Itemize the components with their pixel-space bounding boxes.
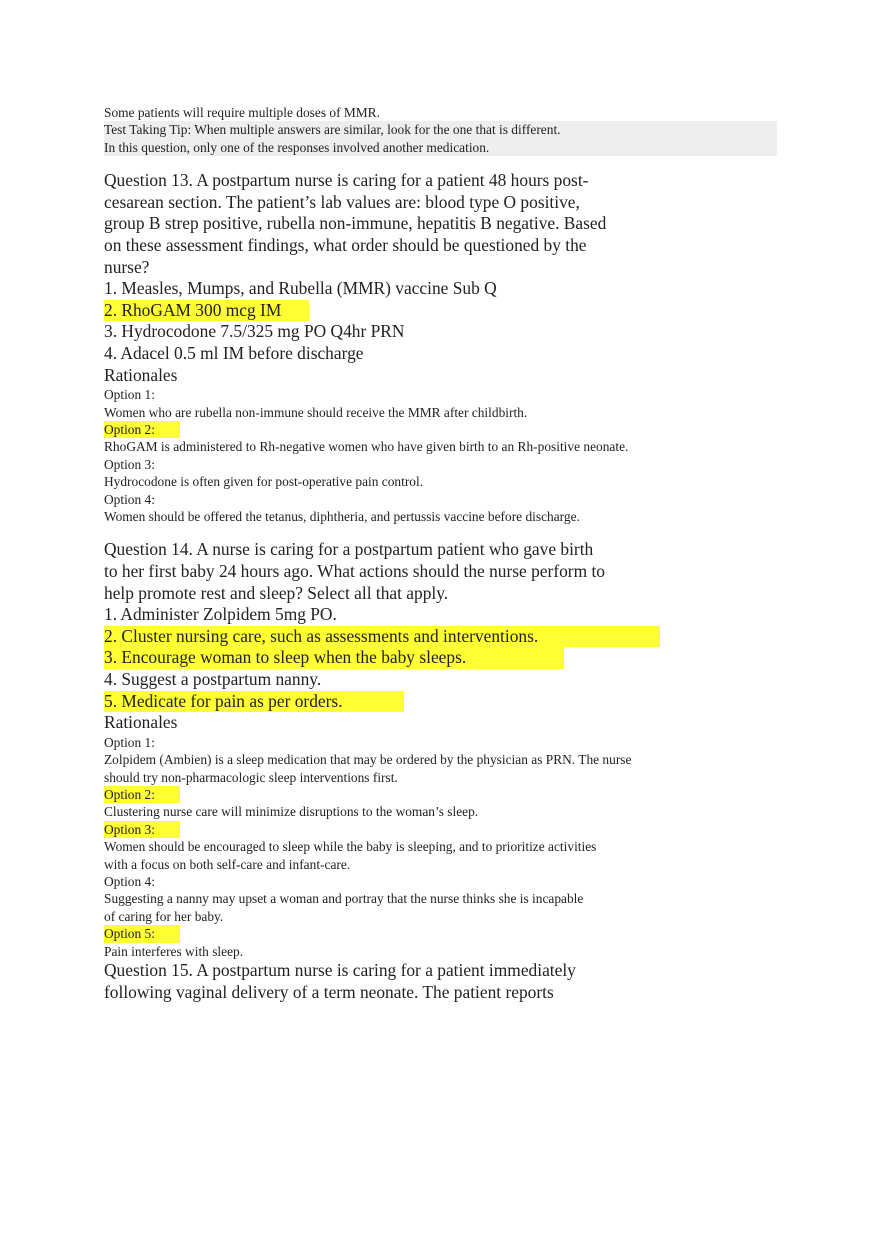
q13-option-4: 4. Adacel 0.5 ml IM before discharge <box>104 342 364 363</box>
q13-rationale-label-3: Option 3: <box>104 456 155 472</box>
q14-rationale-label-3: Option 3: <box>104 821 180 838</box>
tip-line-2: In this question, only one of the responses involved another medication. <box>104 139 490 155</box>
tip-line-1: Test Taking Tip: When multiple answers are similar, look for the one that is different. <box>104 122 561 138</box>
q14-rationale-label-5: Option 5: <box>104 925 180 942</box>
q14-option-3-highlighted: 3. Encourage woman to sleep when the baby sleeps. <box>104 647 564 669</box>
q13-rationale-text-2: RhoGAM is administered to Rh-negative women who have given birth to an Rh-positive neonate. <box>104 439 629 455</box>
q13-option-2-highlighted: 2. RhoGAM 300 mcg IM <box>104 300 309 322</box>
q14-rationale-text-2: Clustering nurse care will minimize disruptions to the woman’s sleep. <box>104 804 479 820</box>
q14-rationale-text-4: Suggesting a nanny may upset a woman and portray that the nurse thinks she is incapable of caring for her baby. <box>104 891 584 924</box>
q13-option-3: 3. Hydrocodone 7.5/325 mg PO Q4hr PRN <box>104 321 405 342</box>
question-14-stem: Question 14. A nurse is caring for a postpartum patient who gave birth to her first baby 24 hours ago. What actions should the nurse perform to help promote rest and sleep? Select all that apply. <box>104 539 605 603</box>
q13-rationales-heading: Rationales <box>104 364 178 385</box>
q13-rationale-label-4: Option 4: <box>104 491 155 507</box>
document-page <box>104 104 784 1003</box>
q13-option-1: 1. Measles, Mumps, and Rubella (MMR) vaccine Sub Q <box>104 278 497 299</box>
q14-option-5-highlighted: 5. Medicate for pain as per orders. <box>104 691 404 713</box>
q14-rationales-heading: Rationales <box>104 712 178 733</box>
question-15-stem: Question 15. A postpartum nurse is caring for a patient immediately following vaginal delivery of a term neonate. The patient reports <box>104 960 576 1002</box>
q14-rationale-text-3: Women should be encouraged to sleep while the baby is sleeping, and to prioritize activities with a focus on both self-care and infant-care. <box>104 839 597 872</box>
intro-line: Some patients will require multiple doses of MMR. <box>104 105 380 120</box>
q14-option-4: 4. Suggest a postpartum nanny. <box>104 668 322 689</box>
q14-option-2-highlighted: 2. Cluster nursing care, such as assessments and interventions. <box>104 626 660 648</box>
q13-rationale-text-4: Women should be offered the tetanus, diphtheria, and pertussis vaccine before discharge. <box>104 509 580 524</box>
q13-rationale-text-3: Hydrocodone is often given for post-operative pain control. <box>104 474 424 490</box>
q14-rationale-label-4: Option 4: <box>104 874 155 889</box>
q14-rationale-text-1: Zolpidem (Ambien) is a sleep medication that may be ordered by the physician as PRN. The nurse should try non-pharmacologic sleep interventions first. <box>104 752 632 785</box>
test-taking-tip <box>104 121 777 156</box>
q13-rationale-text-1: Women who are rubella non-immune should receive the MMR after childbirth. <box>104 404 528 420</box>
q14-rationale-text-5: Pain interferes with sleep. <box>104 943 244 959</box>
q14-rationale-label-1: Option 1: <box>104 734 155 750</box>
q14-rationale-label-2: Option 2: <box>104 786 180 803</box>
q14-option-1: 1. Administer Zolpidem 5mg PO. <box>104 604 337 625</box>
q13-rationale-label-1: Option 1: <box>104 387 155 403</box>
question-13-stem: Question 13. A postpartum nurse is caring for a patient 48 hours post-cesarean section. The patient’s lab values are: blood type O positive, group B strep positive, rubella non-immune, hepatitis B negative. Based on these assessment findings, what order should be questioned by the nurse? <box>104 170 607 277</box>
q13-rationale-label-2: Option 2: <box>104 421 180 438</box>
